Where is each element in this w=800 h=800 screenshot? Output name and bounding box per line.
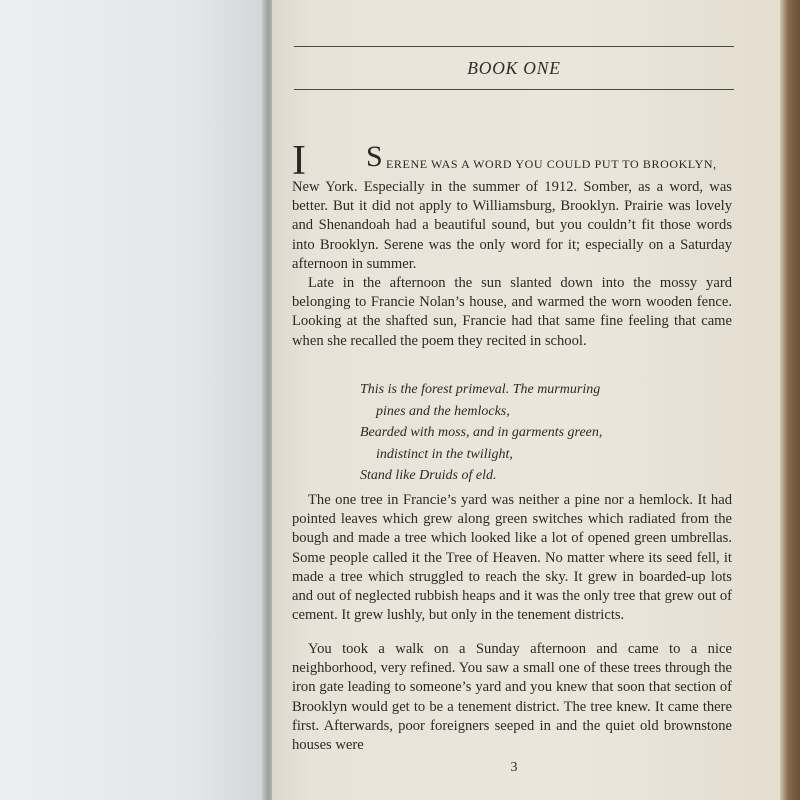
paragraph-4 — [292, 640, 732, 755]
paragraph-3-text: The one tree in Francie’s yard was neither a pine nor a hemlock. It had pointed leaves which grew along green switches which radiated from the bough and made a tree which looked like a lot of opened green umbrellas. Some people called it the Tree of Heaven. No matter where its seed fell, it made a tree which struggled to reach the sky. It grew in boarded-up lots and out of neglected rubbish heaps and it was the only tree that grew out of cement. It grew lushly, but only in the tenement districts. — [292, 492, 732, 624]
opening-small-caps: ERENE WAS A WORD YOU COULD PUT TO BROOKLYN, — [386, 157, 717, 171]
paragraph-1 — [292, 178, 732, 274]
poem-line: indistinct in the twilight, — [376, 446, 513, 462]
poem-block — [360, 379, 720, 487]
paragraph-3 — [292, 491, 732, 625]
header-rule-top — [294, 46, 734, 47]
poem-line: Bearded with moss, and in garments green, — [360, 425, 603, 440]
right-page — [272, 0, 784, 800]
paragraph-4-text: You took a walk on a Sunday afternoon and came to a nice neighborhood, very refined. You saw a small one of these trees through the iron gate leading to someone’s yard and you knew that soon that section of Brooklyn would get to be a tenement district. The tree knew. It came there first. Afterwards, poor foreigners seeped in and the quiet old brownstone houses were — [292, 641, 732, 754]
poem-line: pines and the hemlocks, — [376, 403, 510, 419]
paragraph-2-text: Late in the afternoon the sun slanted down into the mossy yard belonging to Francie Nolan’s house, and warmed the worn wooden fence. Looking at the shafted sun, Francie had that same fine feeling that came when she recalled the poem they recited in school. — [292, 275, 732, 349]
page-edge — [780, 0, 800, 800]
paragraph-1-text: New York. Especially in the summer of 1912. Somber, as a word, was better. But it did not apply to Williamsburg, Brooklyn. Prairie was lovely and Shenandoah had a beautiful sound, but you couldn’t fit those words into Brooklyn. Serene was the only word for it; especially on a Saturday afternoon in summer. — [292, 179, 732, 272]
paragraph-2 — [292, 274, 732, 351]
left-page — [0, 0, 268, 800]
chapter-number: I — [292, 138, 306, 184]
book-heading: BOOK ONE — [467, 58, 561, 78]
header-rule-bottom — [294, 89, 734, 90]
page-number: 3 — [510, 760, 518, 775]
poem-line: Stand like Druids of eld. — [360, 468, 497, 483]
poem-line: This is the forest primeval. The murmuring — [360, 382, 601, 397]
drop-cap: S — [366, 140, 383, 173]
